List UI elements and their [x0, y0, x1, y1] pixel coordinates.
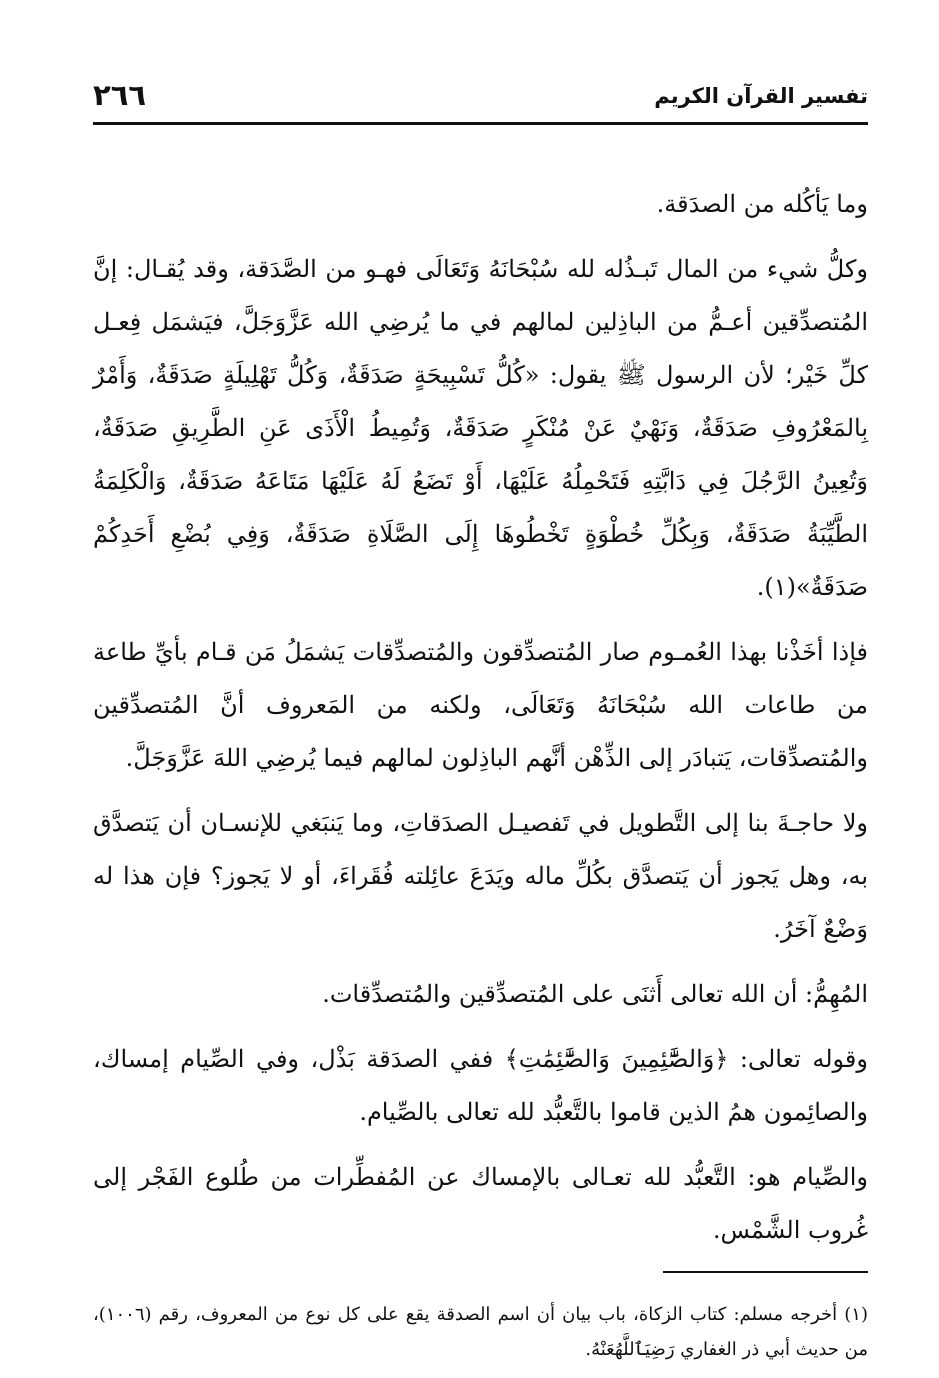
footnote-rule	[663, 1271, 868, 1273]
paragraph: ولا حاجـةَ بنا إلى التَّطويل في تَفصيـل الصدَقاتِ، وما يَنبَغي للإنسـان أن يَتصدَّق به، وهل يَجوز أن يَتصدَّق بكُلِّ ماله ويَدَعَ عائِلته فُقَراءَ، أو لا يَجوز؟ فإن هذا له وَضْعٌ آخَرُ.	[93, 809, 868, 943]
paragraph: وما يَأكُله من الصدَقة.	[656, 190, 868, 218]
page-header	[93, 70, 868, 118]
book-title: تفسير القرآن الكريم	[654, 84, 868, 108]
footnote: (١) أخرجه مسلم: كتاب الزكاة، باب بيان أن اسم الصدقة يقع على كل نوع من المعروف، رقم (١٠٠٦)، من حديث أبي ذر الغفاري رَضِيَٱللَّهُعَنْهُ.	[93, 1304, 868, 1360]
paragraph: المُهِمُّ: أن الله تعالى أَثنَى على المُتصدِّقين والمُتصدِّقات.	[322, 980, 868, 1008]
page-number: ٢٦٦	[93, 78, 147, 112]
paragraph: وكلُّ شيء من المال تَبـذُله لله سُبْحَانَهُ وَتَعَالَى فهـو من الصَّدَقة، وقد يُقـال: إنَّ المُتصدِّقين أعـمُّ من الباذِلين لمالهم في ما يُرضِي الله عَزَّوَجَلَّ، فيَشمَل فِعـل كلِّ خَيْر؛ لأن الرسول ﷺ يقول: «كُلُّ تَسْبِيحَةٍ صَدَقَةٌ، وَكُلُّ تَهْلِيلَةٍ صَدَقَةٌ، وَأَمْرٌ بِالمَعْرُوفِ صَدَقَةٌ، وَنَهْيٌ عَنْ مُنْكَرٍ صَدَقَةٌ، وَتُمِيطُ الْأَذَى عَنِ الطَّرِيقِ صَدَقَةٌ، وَتُعِينُ الرَّجُلَ فِي دَابَّتِهِ فَتَحْمِلُهُ عَلَيْهَا، أَوْ تَضَعُ لَهُ عَلَيْهَا مَتَاعَهُ صَدَقَةٌ، وَالْكَلِمَةُ الطَّيِّبَةُ صَدَقَةٌ، وَبِكُلِّ خُطْوَةٍ تَخْطُوهَا إِلَى الصَّلَاةِ صَدَقَةٌ، وَفِي بُضْعِ أَحَدِكُمْ صَدَقَةٌ»(١).	[93, 255, 869, 601]
paragraph: وقوله تعالى: ﴿وَالصَّٰٓئِمِينَ وَالصَّٰٓئِمَٰتِ﴾ ففي الصدَقة بَذْل، وفي الصِّيام إمساك، والصائِمون همُ الذين قاموا بالتَّعبُّد لله تعالى بالصِّيام.	[93, 1045, 868, 1126]
paragraph: والصِّيام هو: التَّعبُّد لله تعـالى بالإمساك عن المُفطِّرات من طُلوع الفَجْر إلى غُروب الشَّمْس.	[93, 1163, 868, 1244]
paragraph: فإذا أخَذْنا بهذا العُمـوم صار المُتصدِّقون والمُتصدِّقات يَشمَلُ مَن قـام بأيِّ طاعة من طاعات الله سُبْحَانَهُ وَتَعَالَى، ولكنه من المَعروف أنَّ المُتصدِّقين والمُتصدِّقات، يَتبادَر إلى الذِّهْن أنَّهم الباذِلون لمالهم فيما يُرضِي اللهَ عَزَّوَجَلَّ.	[93, 638, 868, 772]
header-rule	[93, 122, 868, 125]
page-body	[93, 178, 868, 1257]
book-page	[93, 70, 868, 1367]
